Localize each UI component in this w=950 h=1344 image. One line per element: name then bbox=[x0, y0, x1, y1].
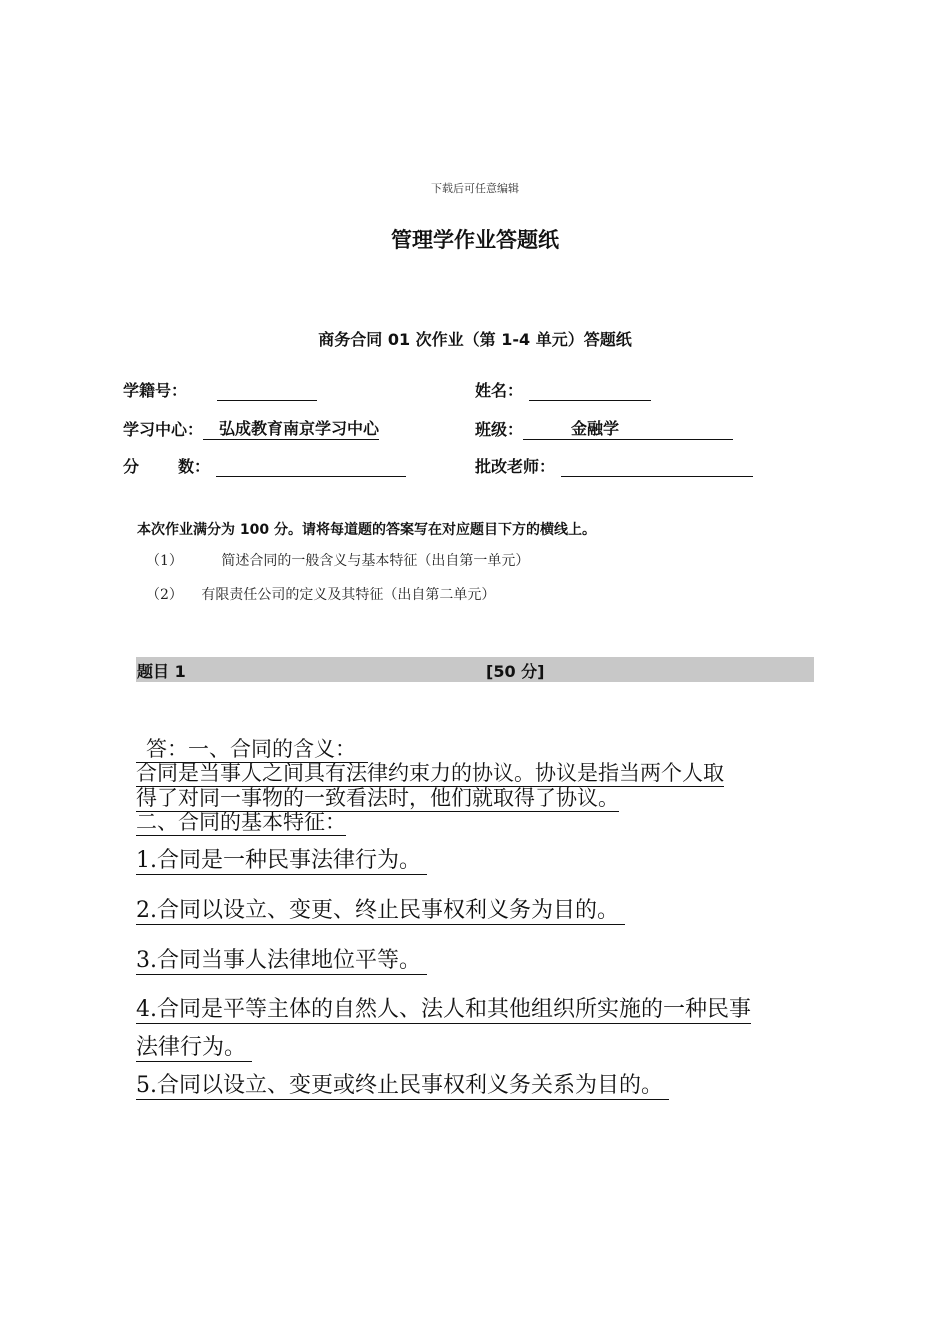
question-1-text: 简述合同的一般含义与基本特征（出自第一单元） bbox=[221, 553, 530, 569]
answer-line-4 bbox=[136, 806, 346, 836]
answer-item-4a-text: 4.合同是平等主体的自然人、法人和其他组织所实施的一种民事 bbox=[136, 997, 751, 1022]
answer-item-1 bbox=[136, 843, 427, 874]
center-label: 学习中心： bbox=[123, 420, 204, 439]
header-note: 下载后可任意编辑 bbox=[431, 182, 519, 195]
score-field bbox=[123, 454, 406, 477]
class-value-wrap bbox=[523, 416, 733, 440]
score-value[interactable] bbox=[216, 456, 406, 477]
student-id-label: 学籍号： bbox=[123, 381, 188, 400]
answer-line-3-text: 得了对同一事物的一致看法时，他们就取得了协议。 bbox=[136, 786, 619, 810]
center-field bbox=[123, 416, 379, 440]
answer-item-3-text: 3.合同当事人法律地位平等。 bbox=[136, 948, 427, 975]
answer-item-2 bbox=[136, 893, 625, 924]
main-title: 管理学作业答题纸 bbox=[391, 228, 559, 252]
answer-line-2-text: 合同是当事人之间具有法律约束力的协议。协议是指当两个人取 bbox=[136, 761, 724, 785]
teacher-field bbox=[475, 454, 753, 477]
student-id-value[interactable] bbox=[217, 380, 317, 401]
answer-line-4-text: 二、合同的基本特征： bbox=[136, 810, 346, 834]
answer-line-1-text: 答：一、合同的含义： bbox=[136, 737, 368, 763]
class-label: 班级： bbox=[475, 420, 524, 439]
answer-item-4b bbox=[136, 1030, 252, 1061]
answer-item-5-text: 5.合同以设立、变更或终止民事权利义务关系为目的。 bbox=[136, 1073, 669, 1100]
center-value-wrap bbox=[203, 416, 379, 440]
question-2-num: （2） bbox=[146, 587, 183, 603]
answer-item-5 bbox=[136, 1068, 669, 1099]
center-value[interactable]: 弘成教育南京学习中心 bbox=[219, 419, 380, 438]
instructions: 本次作业满分为 100 分。请将每道题的答案写在对应题目下方的横线上。 bbox=[137, 522, 596, 538]
subtitle: 商务合同 01 次作业（第 1-4 单元）答题纸 bbox=[318, 330, 632, 349]
answer-item-1-text: 1.合同是一种民事法律行为。 bbox=[136, 848, 427, 875]
name-field bbox=[475, 378, 651, 401]
teacher-value[interactable] bbox=[561, 456, 753, 477]
name-label: 姓名： bbox=[475, 381, 524, 400]
answer-item-2-text: 2.合同以设立、变更、终止民事权利义务为目的。 bbox=[136, 898, 625, 925]
student-id-field bbox=[123, 378, 317, 401]
question-bar bbox=[136, 657, 814, 682]
question-bar-label: 题目 1 bbox=[137, 662, 186, 681]
class-field bbox=[475, 416, 733, 440]
question-2-text: 有限责任公司的定义及其特征（出自第二单元） bbox=[201, 587, 496, 603]
question-2 bbox=[146, 584, 495, 604]
answer-item-3 bbox=[136, 943, 427, 974]
question-1 bbox=[146, 550, 529, 570]
teacher-label: 批改老师： bbox=[475, 457, 556, 476]
answer-item-4a bbox=[136, 992, 751, 1023]
score-label: 分 数： bbox=[123, 457, 210, 476]
answer-item-4b-text: 法律行为。 bbox=[136, 1035, 252, 1062]
class-value[interactable]: 金融学 bbox=[571, 419, 620, 438]
question-bar-score: [50 分] bbox=[486, 662, 545, 681]
name-value[interactable] bbox=[529, 380, 651, 401]
question-1-num: （1） bbox=[146, 553, 183, 569]
